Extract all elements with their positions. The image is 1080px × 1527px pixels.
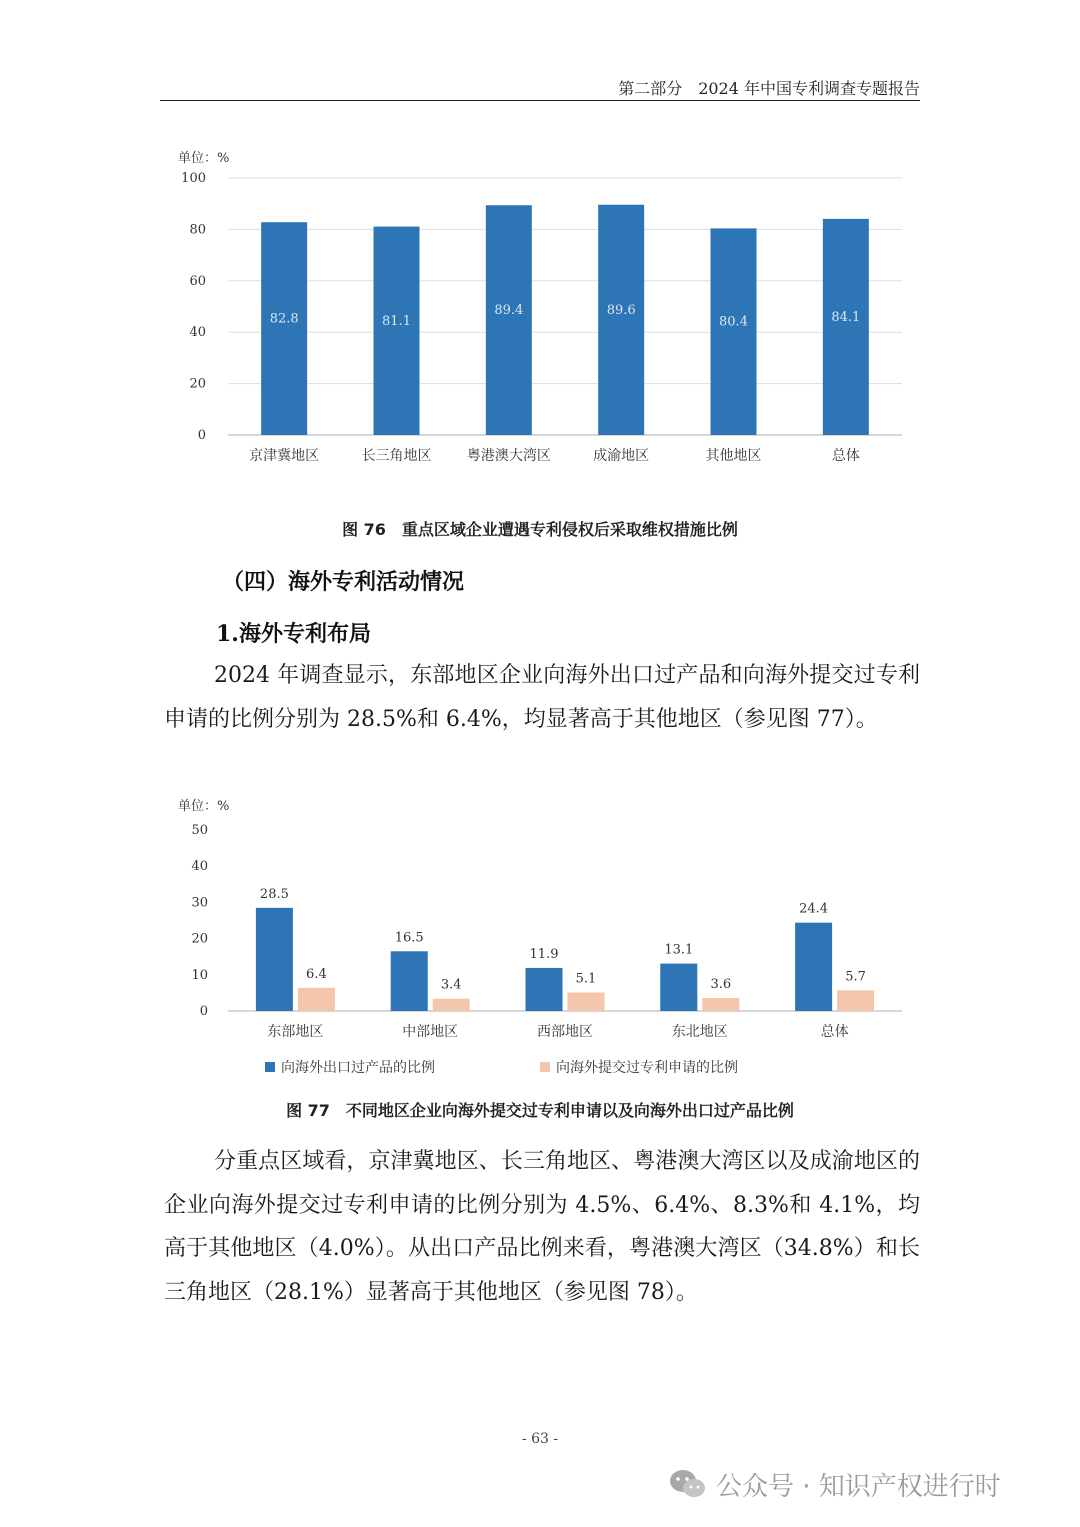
figure77-bar-export [391, 951, 428, 1011]
figure76-y-tick-label: 100 [181, 171, 206, 186]
figure77-category-label: 西部地区 [537, 1024, 593, 1040]
figure76-caption: 图 76 重点区域企业遭遇专利侵权后采取维权措施比例 [342, 520, 738, 539]
figure76-chart [160, 140, 920, 480]
figure77-y-tick-label: 20 [191, 931, 208, 947]
figure77-data-label-export: 24.4 [799, 901, 829, 917]
figure77-bar-export [256, 908, 293, 1011]
figure77-caption: 图 77 不同地区企业向海外提交过专利申请以及向海外出口过产品比例 [286, 1101, 794, 1120]
figure77-data-label-patent: 5.1 [575, 971, 597, 987]
figure77-data-label-export: 28.5 [259, 886, 289, 902]
figure77-data-label-export: 16.5 [394, 930, 424, 946]
figure76-category-label: 成渝地区 [593, 448, 650, 464]
figure77-legend-item-2 [540, 1057, 738, 1077]
page-number: - 63 - [521, 1431, 559, 1447]
header-rule [160, 100, 920, 101]
figure76-data-label: 89.4 [494, 303, 524, 319]
figure76-category-label: 总体 [831, 448, 860, 464]
figure77-bar-patent [837, 990, 874, 1011]
figure76-y-tick-label: 0 [197, 428, 206, 443]
figure77-data-label-patent: 3.6 [710, 976, 732, 992]
figure77-bar-patent [433, 999, 470, 1011]
figure76-category-label: 长三角地区 [361, 448, 432, 464]
figure77-data-label-export: 13.1 [664, 942, 694, 958]
figure76-data-label: 80.4 [719, 314, 748, 330]
subsection-heading: 1.海外专利布局 [216, 621, 371, 647]
paragraph-2: 分重点区域看，京津冀地区、长三角地区、粤港澳大湾区以及成渝地区的企业向海外提交过专利申请的比例分别为 4.5%、6.4%、8.3%和 4.1%，均高于其他地区（4.0%）。从出口产品比例来看，粤港澳大湾区（34.8%）和长三角地区（28.1%）显著高于其他地区（参见图 78）。 [164, 1149, 920, 1305]
figure77-y-tick-label: 30 [191, 895, 208, 911]
legend-swatch-export [265, 1062, 275, 1072]
figure76-category-label: 粤港澳大湾区 [466, 448, 551, 464]
figure77-unit-label: 单位：% [178, 799, 230, 814]
figure77-bar-patent [568, 993, 605, 1011]
legend-label-patent: 向海外提交过专利申请的比例 [556, 1060, 738, 1076]
figure76-bar [598, 205, 644, 435]
figure77-bar-patent [702, 998, 739, 1011]
figure76-unit-label: 单位：% [178, 151, 230, 166]
figure77-y-tick-label: 0 [199, 1004, 208, 1019]
figure77-category-label: 东北地区 [671, 1024, 728, 1040]
figure77-data-label-export: 11.9 [529, 946, 559, 962]
figure76-category-label: 京津冀地区 [249, 448, 320, 464]
figure76-y-tick-label: 60 [189, 273, 206, 289]
figure77-legend-item-1 [265, 1057, 435, 1077]
figure76-y-tick-label: 80 [189, 222, 206, 238]
watermark [668, 1464, 1001, 1504]
figure76-y-tick-label: 20 [189, 376, 206, 392]
figure76-bar [374, 227, 420, 435]
figure77-bar-export [660, 964, 697, 1011]
figure76-bar [711, 228, 757, 435]
figure76-data-label: 89.6 [606, 302, 636, 318]
figure76-data-label: 84.1 [831, 309, 861, 325]
figure77-data-label-patent: 6.4 [306, 966, 327, 982]
figure77-category-label: 东部地区 [267, 1024, 324, 1040]
running-header: 第二部分 2024 年中国专利调查专题报告 [618, 79, 920, 98]
figure76-data-label: 81.1 [382, 313, 411, 329]
figure76-category-label: 其他地区 [705, 448, 762, 464]
figure76-data-label: 82.8 [269, 311, 299, 327]
figure76-y-tick-label: 40 [189, 325, 206, 341]
paragraph-1: 2024 年调查显示，东部地区企业向海外出口过产品和向海外提交过专利申请的比例分别为 28.5%和 6.4%，均显著高于其他地区（参见图 77）。 [164, 663, 920, 732]
figure77-chart [160, 790, 920, 1050]
figure77-category-label: 中部地区 [402, 1024, 459, 1040]
figure77-bar-export [795, 923, 832, 1011]
figure77-data-label-patent: 3.4 [440, 977, 462, 993]
figure77-data-label-patent: 5.7 [845, 969, 866, 985]
figure76-svg [160, 140, 920, 480]
legend-swatch-patent [540, 1062, 550, 1072]
section-heading: （四）海外专利活动情况 [222, 569, 465, 595]
figure77-y-tick-label: 10 [191, 967, 208, 983]
figure77-bar-export [526, 968, 563, 1011]
figure77-y-tick-label: 40 [191, 859, 208, 875]
watermark-text: 公众号 · 知识产权进行时 [716, 1471, 1001, 1502]
figure77-category-label: 总体 [820, 1024, 849, 1040]
figure77-bar-patent [298, 988, 335, 1011]
figure76-bar [486, 205, 532, 435]
figure77-svg [160, 790, 920, 1050]
figure76-bar [261, 222, 307, 435]
figure77-y-tick-label: 50 [191, 823, 208, 838]
legend-label-export: 向海外出口过产品的比例 [281, 1060, 435, 1076]
wechat-icon [668, 1468, 708, 1500]
figure76-bar [823, 219, 869, 435]
